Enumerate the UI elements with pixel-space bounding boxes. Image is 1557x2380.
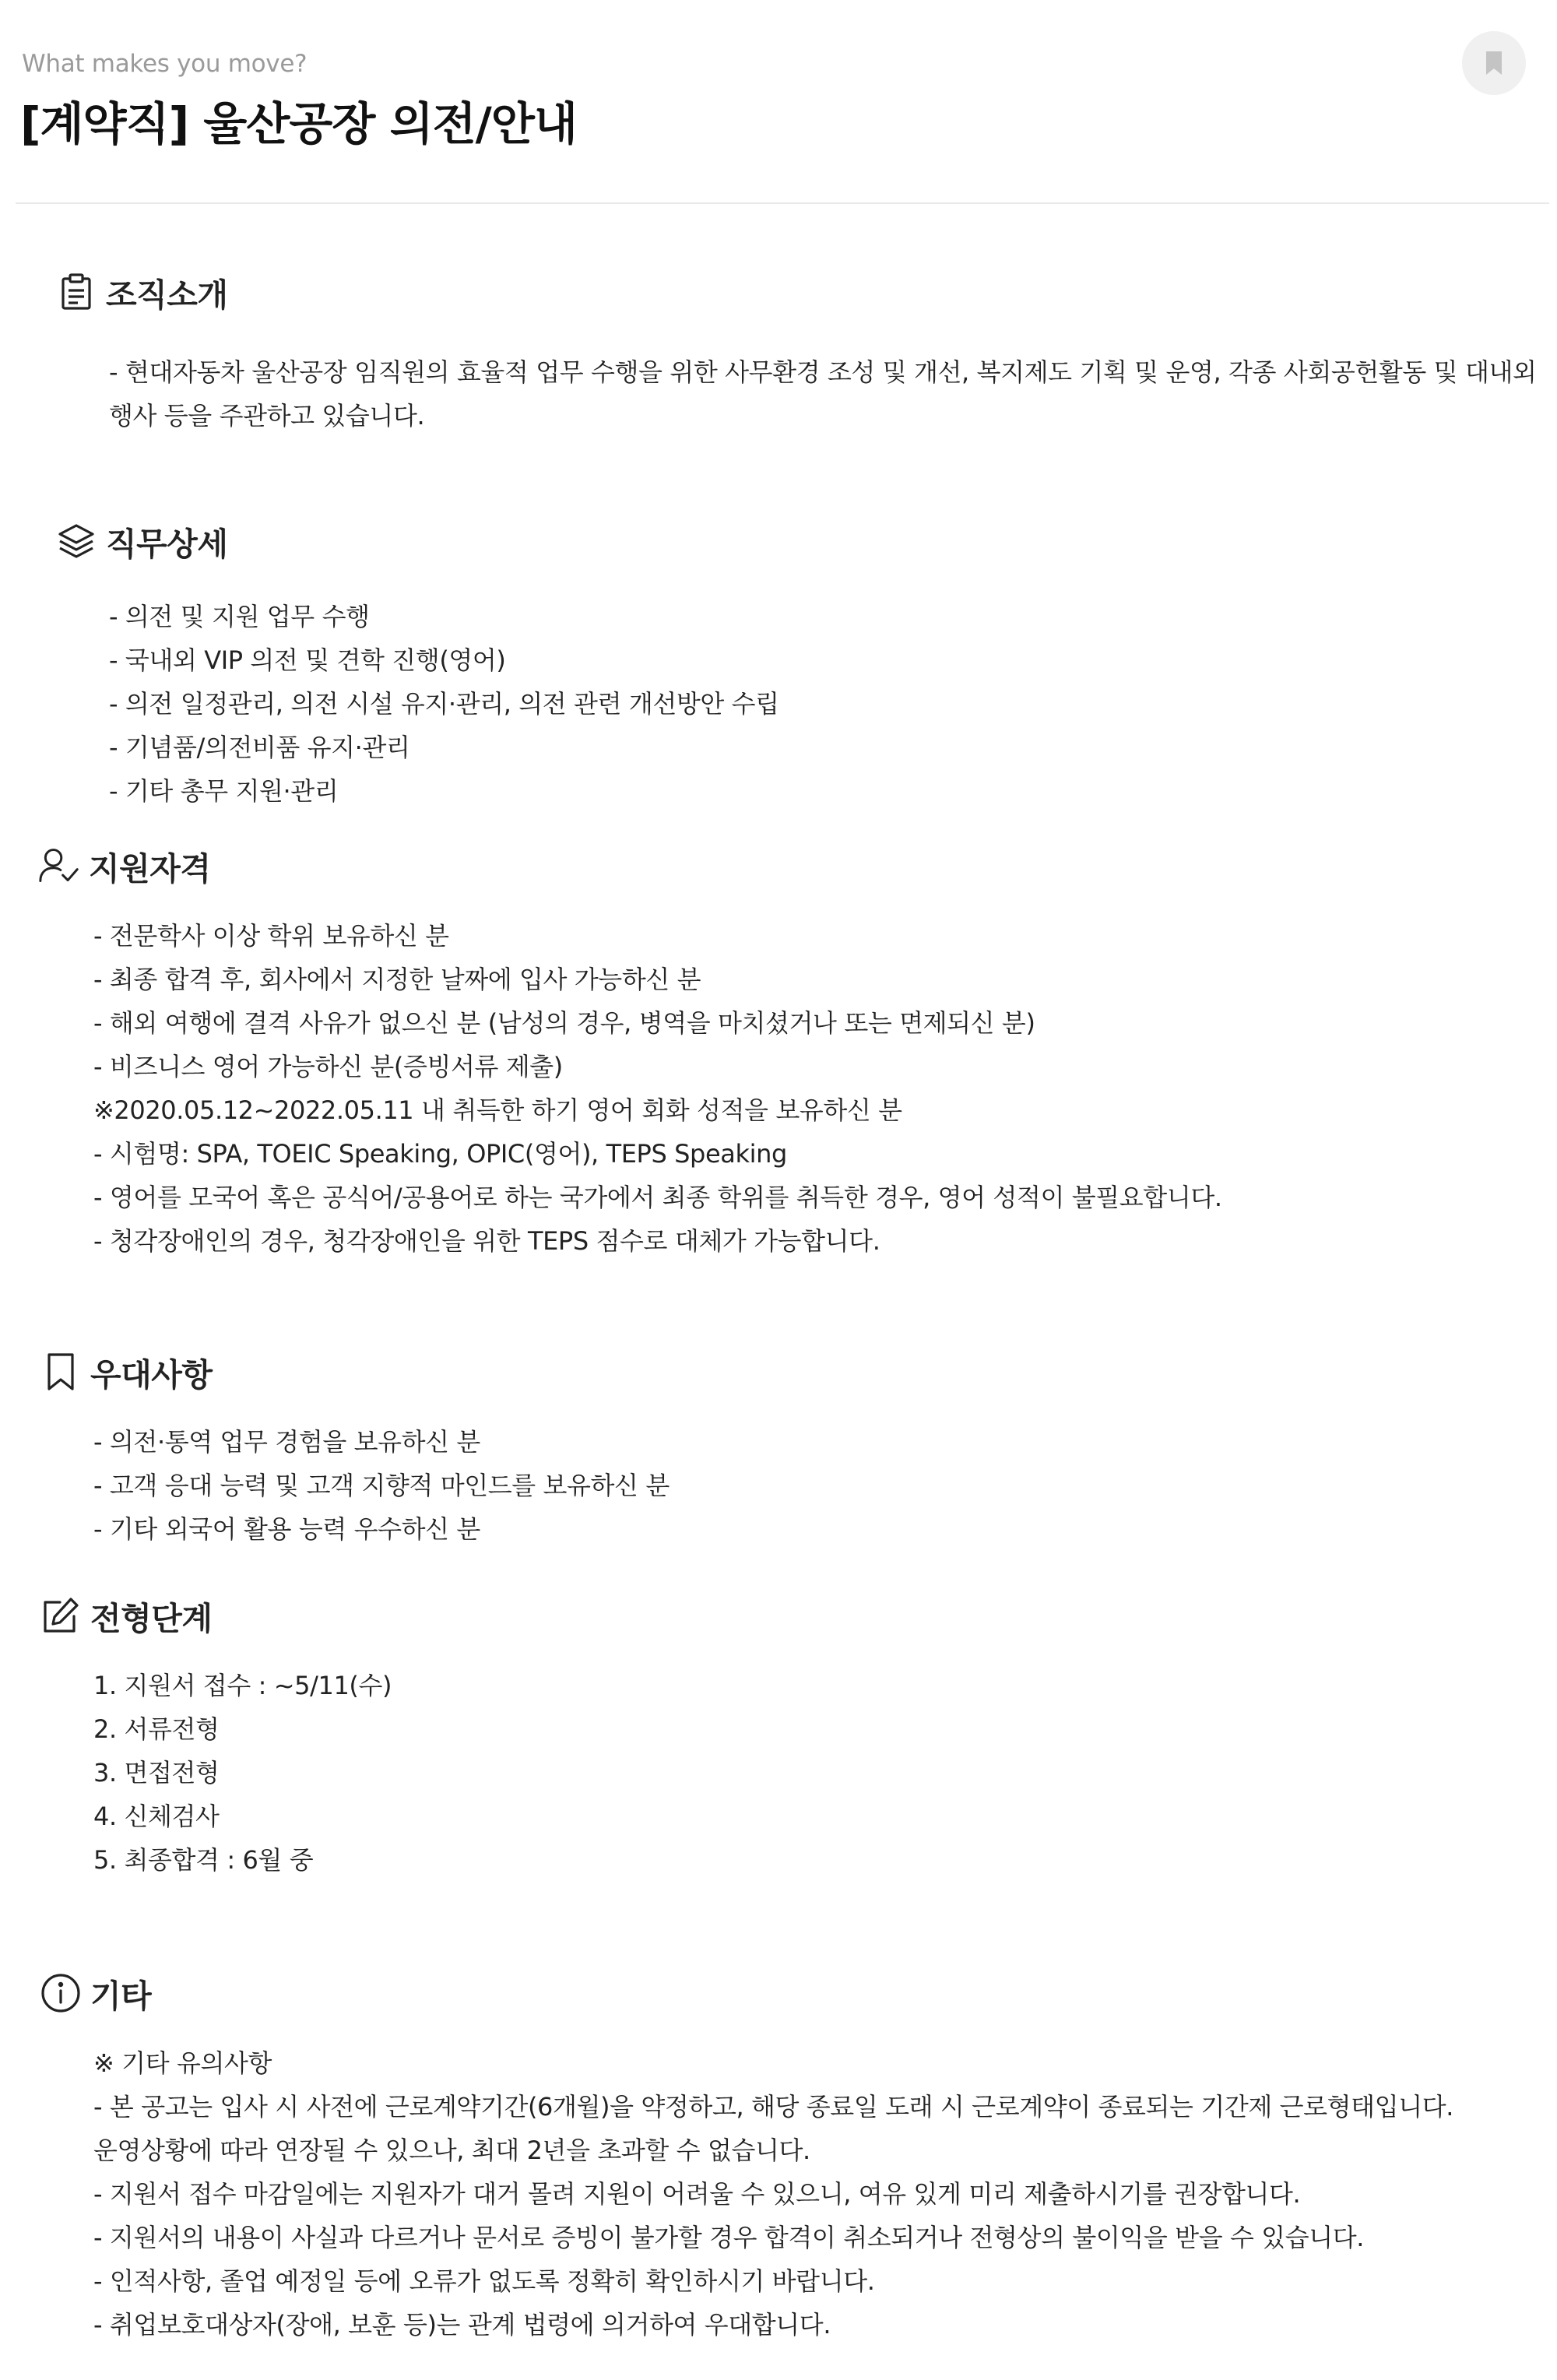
text-line: ※ 기타 유의사항	[93, 2048, 272, 2078]
info-icon	[40, 1973, 81, 2013]
text-line: - 청각장애인의 경우, 청각장애인을 위한 TEPS 점수로 대체가 가능합니다.	[93, 1226, 880, 1256]
section-body	[93, 1420, 670, 1551]
section-title: 우대사항	[90, 1355, 213, 1394]
text-line: - 지원서 접수 마감일에는 지원자가 대거 몰려 지원이 어려울 수 있으니, 여유 있게 미리 제출하시기를 권장합니다.	[93, 2179, 1301, 2209]
text-line: - 비즈니스 영어 가능하신 분(증빙서류 제출)	[93, 1052, 563, 1081]
text-line: 1. 지원서 접수 : ~5/11(수)	[93, 1671, 392, 1700]
text-line: - 의전·통역 업무 경험을 보유하신 분	[93, 1427, 480, 1457]
text-line: 운영상황에 따라 연장될 수 있으나, 최대 2년을 초과할 수 없습니다.	[93, 2136, 810, 2165]
header-divider	[16, 202, 1549, 204]
job-header	[0, 0, 1557, 204]
text-line: ※2020.05.12~2022.05.11 내 취득한 하기 영어 회화 성적을 보유하신 분	[93, 1095, 902, 1125]
section-body	[93, 2041, 1453, 2347]
text-line: 2. 서류전형	[93, 1714, 220, 1744]
bookmark-outline-icon	[40, 1352, 81, 1392]
text-line: - 지원서의 내용이 사실과 다르거나 문서로 증빙이 불가할 경우 합격이 취소되거나 전형상의 불이익을 받을 수 있습니다.	[93, 2223, 1365, 2252]
text-line: - 취업보호대상자(장애, 보훈 등)는 관계 법령에 의거하여 우대합니다.	[93, 2310, 831, 2340]
text-line: - 기념품/의전비품 유지·관리	[109, 733, 410, 762]
layers-icon	[56, 521, 97, 561]
section-title: 조직소개	[106, 276, 228, 314]
text-line: 행사 등을 주관하고 있습니다.	[109, 401, 425, 431]
section-header	[40, 1348, 212, 1395]
text-line: - 기타 총무 지원·관리	[109, 776, 339, 806]
section-header	[39, 842, 210, 889]
section-title: 직무상세	[106, 525, 228, 563]
section-body	[109, 350, 1537, 438]
text-line: - 의전 일정관리, 의전 시설 유지·관리, 의전 관련 개선방안 수립	[109, 689, 779, 719]
text-line: - 현대자동차 울산공장 임직원의 효율적 업무 수행을 위한 사무환경 조성 및 개선, 복지제도 기획 및 운영, 각종 사회공헌활동 및 대내외	[109, 357, 1537, 387]
text-line: - 의전 및 지원 업무 수행	[109, 602, 370, 631]
text-line: - 영어를 모국어 혹은 공식어/공용어로 하는 국가에서 최종 학위를 취득한 경우, 영어 성적이 불필요합니다.	[93, 1183, 1222, 1212]
section-body	[109, 595, 779, 813]
section-body	[93, 1664, 392, 1882]
text-line: - 고객 응대 능력 및 고객 지향적 마인드를 보유하신 분	[93, 1471, 670, 1500]
bookmark-button[interactable]	[1462, 31, 1526, 95]
page-title: [계약직] 울산공장 의전/안내	[20, 97, 577, 150]
section-header	[40, 1970, 151, 2016]
section-header	[56, 269, 227, 315]
section-body	[93, 914, 1222, 1263]
bookmark-icon	[1484, 50, 1504, 76]
tagline: What makes you move?	[22, 50, 308, 78]
text-line: - 인적사항, 졸업 예정일 등에 오류가 없도록 정확히 확인하시기 바랍니다.	[93, 2266, 875, 2296]
user-check-icon	[39, 845, 79, 886]
text-line: - 기타 외국어 활용 능력 우수하신 분	[93, 1514, 480, 1544]
section-title: 전형단계	[90, 1599, 213, 1637]
text-line: - 시험명: SPA, TOEIC Speaking, OPIC(영어), TEPS Speaking	[93, 1139, 787, 1169]
section-header	[56, 518, 227, 564]
text-line: - 전문학사 이상 학위 보유하신 분	[93, 921, 449, 951]
text-line: 4. 신체검사	[93, 1802, 220, 1831]
text-line: - 본 공고는 입사 시 사전에 근로계약기간(6개월)을 약정하고, 해당 종료일 도래 시 근로계약이 종료되는 기간제 근로형태입니다.	[93, 2092, 1454, 2122]
section-title: 기타	[90, 1977, 152, 2015]
edit-icon	[40, 1595, 81, 1636]
section-title: 지원자격	[89, 849, 211, 888]
section-header	[40, 1592, 212, 1639]
text-line: 5. 최종합격 : 6월 중	[93, 1845, 314, 1875]
clipboard-icon	[56, 272, 97, 312]
text-line: - 국내외 VIP 의전 및 견학 진행(영어)	[109, 645, 506, 675]
text-line: - 해외 여행에 결격 사유가 없으신 분 (남성의 경우, 병역을 마치셨거나 또는 면제되신 분)	[93, 1008, 1035, 1038]
text-line: - 최종 합격 후, 회사에서 지정한 날짜에 입사 가능하신 분	[93, 965, 701, 994]
text-line: 3. 면접전형	[93, 1758, 220, 1788]
